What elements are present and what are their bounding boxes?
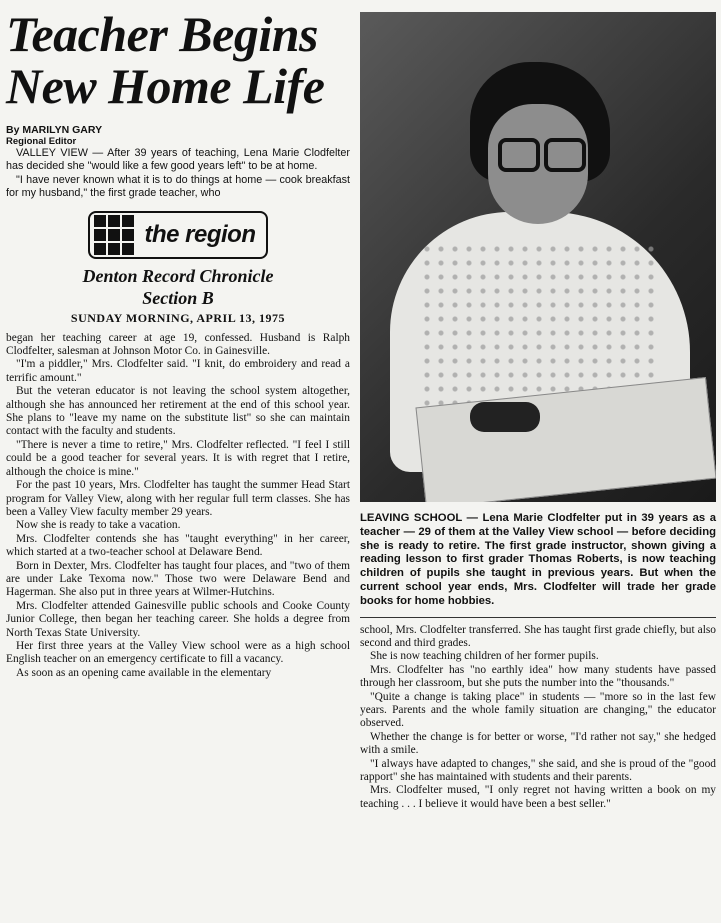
glasses-icon bbox=[498, 138, 540, 172]
paragraph: Mrs. Clodfelter contends she has "taught everything" in her career, which started at a two-teacher school at Delaware Bend. bbox=[6, 532, 350, 559]
paragraph: "Quite a change is taking place" in students — "more so in the last few years. Parents and the whole family situation are changing," the educator observed. bbox=[360, 690, 716, 730]
right-body bbox=[360, 624, 716, 812]
paragraph-top-2: "I have never known what it is to do things at home — cook breakfast for my husband," the first grade teacher, who bbox=[6, 173, 350, 200]
paragraph: Mrs. Clodfelter attended Gainesville public schools and Cooke County Junior College, then began her teaching career. She holds a degree from North Texas State University. bbox=[6, 599, 350, 639]
paragraph: Whether the change is for better or worse, "I'd rather not say," she hedged with a smile. bbox=[360, 730, 716, 757]
paragraph: Her first three years at the Valley View school were as a high school English teacher on an emergency certificate to fill a vacancy. bbox=[6, 639, 350, 666]
paragraph: "I'm a piddler," Mrs. Clodfelter said. "I knit, do embroidery and read a terrific amount." bbox=[6, 358, 350, 384]
left-column bbox=[6, 0, 350, 680]
byline-title: Regional Editor bbox=[6, 136, 77, 147]
divider bbox=[360, 617, 716, 618]
headline bbox=[6, 8, 350, 112]
region-logo-text: the region bbox=[144, 220, 256, 248]
paragraph: As soon as an opening came available in the elementary bbox=[16, 666, 272, 679]
region-grid-icon bbox=[90, 213, 138, 257]
section-masthead bbox=[6, 211, 350, 326]
paragraph: Mrs. Clodfelter mused, "I only regret not having written a book on my teaching . . . I believe it would have been a best seller." bbox=[360, 784, 716, 810]
headline-line-2: New Home Life bbox=[6, 58, 325, 114]
left-body bbox=[6, 332, 350, 681]
paragraph: "There is never a time to retire," Mrs. Clodfelter reflected. "I feel I still could be a good teacher for several years. It is with regret that I retire, although the choice is mine." bbox=[6, 438, 350, 478]
paragraph: She is now teaching children of her former pupils. bbox=[370, 650, 599, 663]
paragraph: began her teaching career at age 19, confessed. Husband is Ralph Clodfelter, salesman at Johnson Motor Co. in Gainesville. bbox=[6, 331, 350, 358]
paragraph: For the past 10 years, Mrs. Clodfelter has taught the summer Head Start program for Valley View, along with her regular full term classes. She has been a Valley View faculty member 29 years. bbox=[6, 479, 350, 518]
headline-line-1: Teacher Begins bbox=[6, 6, 318, 62]
paragraph: "I always have adapted to changes," she said, and she is proud of the "good rapport" she has maintained with students and their parents. bbox=[360, 757, 716, 784]
photo-caption: LEAVING SCHOOL — Lena Marie Clodfelter put in 39 years as a teacher — 29 of them at the Valley View school — before deciding she is ready to retire. The first grade instructor, shown giving a reading lesson to first grader Thomas Roberts, is now teaching children of pupils she taught in previous years. But when the current school year ends, Mrs. Clodfelter will trade her grade books for home hobbies. bbox=[360, 512, 716, 607]
paragraph-dateline: VALLEY VIEW — After 39 years of teaching, Lena Marie Clodfelter has decided she "would like a few good years left" to be at home. bbox=[6, 147, 350, 173]
paragraph: school, Mrs. Clodfelter transferred. She has taught first grade chiefly, but also second and third grades. bbox=[360, 623, 716, 649]
byline: By MARILYN GARY bbox=[6, 124, 103, 136]
paragraph: Now she is ready to take a vacation. bbox=[16, 519, 181, 532]
paper-name: Denton Record Chronicle bbox=[82, 265, 274, 286]
paragraph: Born in Dexter, Mrs. Clodfelter has taught four places, and "two of them are under Lake Texoma now." Those two were Delaware Bend and Hagerman. She also put in three years at Wilmer-Hutchins. bbox=[6, 559, 350, 599]
section-date: SUNDAY MORNING, APRIL 13, 1975 bbox=[70, 310, 286, 325]
paragraph: Mrs. Clodfelter has "no earthly idea" how many students have passed through her classroom, but she puts the number into the "thousands." bbox=[360, 663, 716, 690]
teacher-photo bbox=[360, 12, 716, 502]
region-logo bbox=[88, 211, 267, 259]
right-column bbox=[360, 0, 716, 811]
section-name: Section B bbox=[142, 287, 214, 308]
paragraph: But the veteran educator is not leaving the school system altogether, although she has announced her retirement at the end of this school year. She plans to "leave my name on the substitute list" so she can maintain contact with the faculty and students. bbox=[6, 385, 350, 438]
